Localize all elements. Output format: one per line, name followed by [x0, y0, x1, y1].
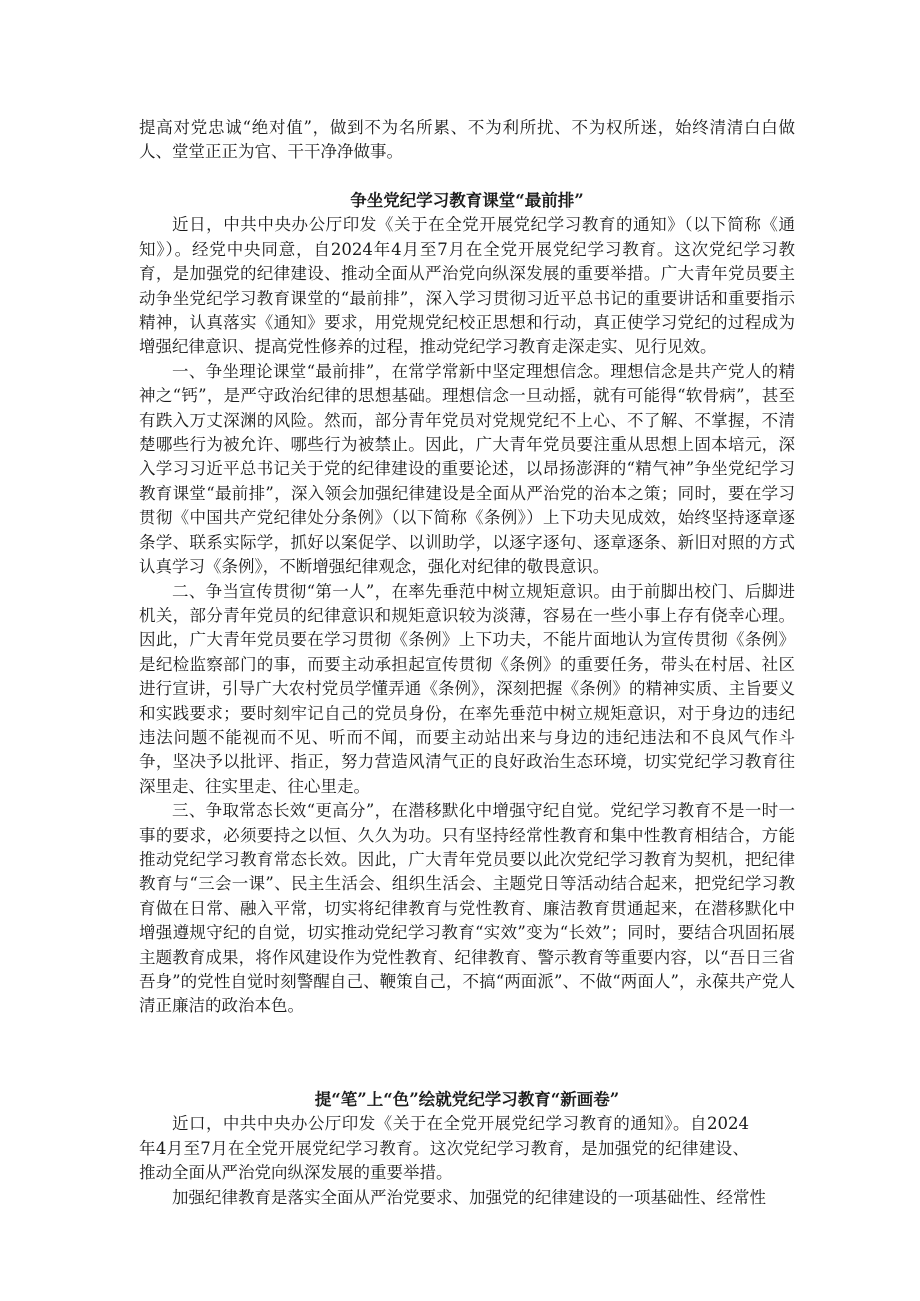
body-paragraph: 提高对党忠诚“绝对值”，做到不为名所累、不为利所扰、不为权所迷，始终清清白白做人、堂堂正正为官、干干净净做事。 [139, 118, 795, 162]
article-1 [139, 189, 795, 1019]
body-paragraph: 一、争坐理论课堂“最前排”，在常学常新中坚定理想信念。理想信念是共产党人的精神之“钙”，是严守政治纪律的思想基础。理想信念一旦动摇，就有可能得“软骨病”，甚至有跌入万丈深渊的风险。然而，部分青年党员对党规党纪不上心、不了解、不掌握，不清楚哪些行为被允许、哪些行为被禁止。因此，广大青年党员要注重从思想上固本培元，深入学习习近平总书记关于党的纪律建设的重要论述，以昂扬澎湃的“精气神”争坐党纪学习教育课堂“最前排”，深入领会加强纪律建设是全面从严治党的治本之策；同时，要在学习贯彻《中国共产党纪律处分条例》（以下简称《条例》）上下功夫见成效，始终坚持逐章逐条学、联系实际学，抓好以案促学、以训助学，以逐字逐句、逐章逐条、新旧对照的方式认真学习《条例》，不断增强纪律观念，强化对纪律的敬畏意识。 [139, 361, 795, 577]
body-paragraph: 加强纪律教育是落实全面从严治党要求、加强党的纪律建设的一项基础性、经常性 [172, 1187, 766, 1207]
body-paragraph: 近日，中共中央办公厅印发《关于在全党开展党纪学习教育的通知》（以下简称《通知》）。经党中央同意，自2024年4月至7月在全党开展党纪学习教育。这次党纪学习教育，是加强党的纪律建设、推动全面从严治党向纵深发展的重要举措。广大青年党员要主动争坐党纪学习教育课堂的“最前排”，深入学习贯彻习近平总书记的重要讲话和重要指示精神，认真落实《通知》要求，用党规党纪校正思想和行动，真正使学习党纪的过程成为增强纪律意识、提高党性修养的过程，推动党纪学习教育走深走实、见行见效。 [139, 215, 795, 357]
article-title: 提“笔”上“色”绘就党纪学习教育“新画卷” [314, 1090, 620, 1109]
body-paragraph: 近口，中共中央办公厅印发《关于在全党开展党纪学习教育的通知》。自2024年4月至7月在全党开展党纪学习教育。这次党纪学习教育，是加强党的纪律建设、推动全面从严治党向纵深发展的重要举措。 [139, 1114, 749, 1183]
body-paragraph: 三、争取常态长效“更高分”，在潜移默化中增强守纪自觉。党纪学习教育不是一时一事的要求，必须要持之以恒、久久为功。只有坚持经常性教育和集中性教育相结合，方能推动党纪学习教育常态长效。因此，广大青年党员要以此次党纪学习教育为契机，把纪律教育与“三会一课”、民主生活会、组织生活会、主题党日等活动结合起来，把党纪学习教育做在日常、融入平常，切实将纪律教育与党性教育、廉洁教育贯通起来，在潜移默化中增强遵规守纪的自觉，切实推动党纪学习教育“实效”变为“长效”；同时，要结合巩固拓展主题教育成果，将作风建设作为党性教育、纪律教育、警示教育等重要内容，以“吾日三省吾身”的党性自觉时刻警醒自己、鞭策自己，不搞“两面派”、不做“两面人”，永葆共产党人清正廉洁的政治本色。 [139, 801, 795, 1016]
article-title: 争坐党纪学习教育课堂“最前排” [350, 191, 584, 210]
previous-article-ending [139, 116, 795, 165]
body-paragraph: 二、争当宣传贯彻“第一人”，在率先垂范中树立规矩意识。由于前脚出校门、后脚进机关，部分青年党员的纪律意识和规矩意识较为淡薄，容易在一些小事上存有侥幸心理。因此，广大青年党员要在学习贯彻《条例》上下功夫，不能片面地认为宣传贯彻《条例》是纪检监察部门的事，而要主动承担起宣传贯彻《条例》的重要任务，带头在村居、社区进行宣讲，引导广大农村党员学懂弄通《条例》，深刻把握《条例》的精神实质、主旨要义和实践要求；要时刻牢记自己的党员身份，在率先垂范中树立规矩意识，对于身边的违纪违法问题不能视而不见、听而不闻，而要主动站出来与身边的违纪违法和不良风气作斗争，坚决予以批评、指正，努力营造风清气正的良好政治生态环境，切实党纪学习教育往深里走、往实里走、往心里走。 [139, 581, 795, 796]
article-2 [139, 1088, 795, 1210]
